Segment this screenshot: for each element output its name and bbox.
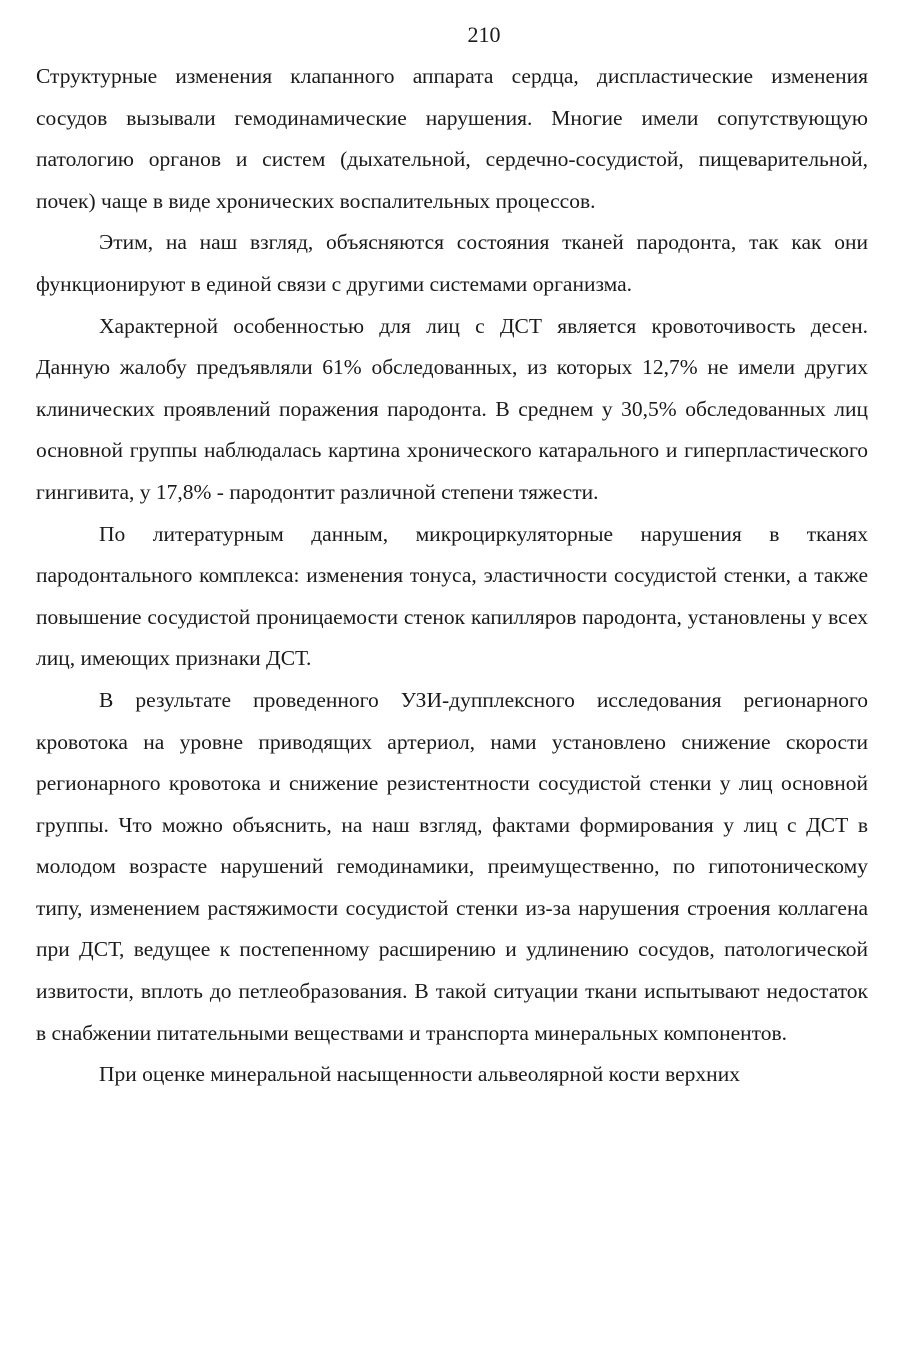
paragraph-1: Структурные изменения клапанного аппарата сердца, диспластические изменения сосудов вызывали гемодинамические нарушения. Многие имели сопутствующую патологию органов и систем (дыхательной, сердечно-сосудистой, пищеварительной, почек) чаще в виде хронических воспалительных процессов. <box>36 64 868 213</box>
body-text <box>36 56 868 1096</box>
paragraph-5: В результате проведенного УЗИ-дупплексного исследования регионарного кровотока на уровне приводящих артериол, нами установлено снижение скорости регионарного кровотока и снижение резистентности сосудистой стенки у лиц основной группы. Что можно объяснить, на наш взгляд, фактами формирования у лиц с ДСТ в молодом возрасте нарушений гемодинамики, преимущественно, по гипотоническому типу, изменением растяжимости сосудистой стенки из-за нарушения строения коллагена при ДСТ, ведущее к постепенному расширению и удлинению сосудов, патологической извитости, вплоть до петлеобразования. В такой ситуации ткани испытывают недостаток в снабжении питательными веществами и транспорта минеральных компонентов. <box>36 687 868 1045</box>
paragraph-3: Характерной особенностью для лиц с ДСТ является кровоточивость десен. Данную жалобу предъявляли 61% обследованных, из которых 12,7% не имели других клинических проявлений поражения пародонта. В среднем у 30,5% обследованных лиц основной группы наблюдалась картина хронического катарального и гиперпластического гингивита, у 17,8% - пародонтит различной степени тяжести. <box>36 313 868 504</box>
page-number: 210 <box>467 22 501 47</box>
paragraph-4: По литературным данным, микроциркуляторные нарушения в тканях пародонтального комплекса: изменения тонуса, эластичности сосудистой стенки, а также повышение сосудистой проницаемости стенок капилляров пародонта, установлены у всех лиц, имеющих признаки ДСТ. <box>36 521 868 671</box>
paragraph-2: Этим, на наш взгляд, объясняются состояния тканей пародонта, так как они функционируют в единой связи с другими системами организма. <box>36 230 868 296</box>
paragraph-6: При оценке минеральной насыщенности альвеолярной кости верхних <box>99 1062 740 1087</box>
